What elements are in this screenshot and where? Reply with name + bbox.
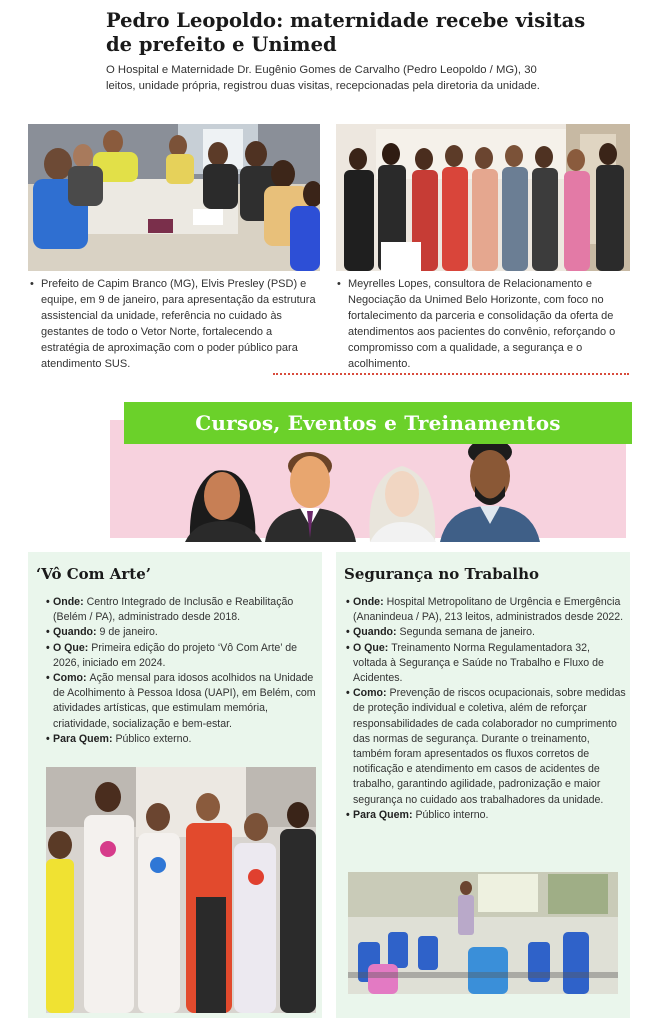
banner-title-bar bbox=[124, 402, 632, 444]
box-left-title: ‘Vô Com Arte’ bbox=[36, 565, 151, 583]
box-seguranca-trabalho bbox=[336, 552, 630, 1018]
list-item: • Onde: Hospital Metropolitano de Urgência e Emergência (Ananindeua / PA), 213 leitos, administrados desde 2022. bbox=[346, 596, 624, 624]
box-vo-com-arte bbox=[28, 552, 322, 1018]
group-photo bbox=[336, 124, 630, 271]
banner-title: Cursos, Eventos e Treinamentos bbox=[195, 411, 561, 435]
caption-meeting-text: Prefeito de Capim Branco (MG), Elvis Presley (PSD) e equipe, em 9 de janeiro, para apresentação da estrutura assistencial da unidade, referência no cuidado às gestantes de todo o Vetor Norte, fortalecendo a estratégia de aproximação com o poder público para atendimento SUS. bbox=[41, 278, 316, 370]
list-item: • Onde: Centro Integrado de Inclusão e Reabilitação (Belém / PA), administrado desde 2018. bbox=[46, 596, 294, 624]
caption-bullet: • bbox=[30, 278, 34, 290]
list-item: • O Que: Treinamento Norma Regulamentadora 32, voltada à Segurança e Saúde no Trabalho e Fluxo de Acidentes. bbox=[346, 641, 604, 685]
vo-com-arte-photo bbox=[46, 767, 316, 1013]
list-item: • O Que: Primeira edição do projeto ‘Vô Com Arte’ de 2026, iniciado em 2024. bbox=[46, 641, 297, 669]
list-item: • Como: Prevenção de riscos ocupacionais, sobre medidas de proteção individual e coletiva, além de reforçar responsabilidades de cada colaborador no cumprimento das normas de segurança. Durante o treinamento, também foram apresentados os fluxos corretos de notificação e atendimento em casos de acidentes de trabalho, garantindo agilidade, padronização e maior segurança no cuidado aos trabalhadores da unidade. bbox=[346, 687, 626, 806]
article-lead: O Hospital e Maternidade Dr. Eugênio Gomes de Carvalho (Pedro Leopoldo / MG), 30 leitos, unidade própria, registrou duas visitas, recepcionadas pela diretoria da unidade. bbox=[106, 64, 540, 92]
list-item: • Como: Ação mensal para idosos acolhidos na Unidade de Acolhimento à Pessoa Idosa (UAPI), em Belém, com atividades artísticas, que estimulam memória, criatividade, socialização e bem-estar. bbox=[46, 672, 316, 730]
list-item: • Para Quem: Público interno. bbox=[346, 808, 489, 821]
caption-meeting bbox=[30, 276, 320, 372]
article-headline: Pedro Leopoldo: maternidade recebe visitas de prefeito e Unimed bbox=[106, 9, 586, 56]
training-photo bbox=[348, 872, 618, 994]
caption-bullet: • bbox=[337, 278, 341, 290]
box-left-items bbox=[46, 595, 318, 747]
caption-group-text: Meyrelles Lopes, consultora de Relacionamento e Negociação da Unimed Belo Horizonte, com foco no fortalecimento da parceria e consolidação da oferta de atendimentos aos pacientes do convênio, reforçando o compromisso com a qualidade, a segurança e o acolhimento. bbox=[348, 278, 616, 370]
list-item: • Quando: 9 de janeiro. bbox=[46, 626, 158, 639]
box-right-title: Segurança no Trabalho bbox=[344, 565, 540, 583]
section-banner bbox=[110, 402, 632, 542]
box-right-items bbox=[346, 595, 626, 823]
list-item: • Para Quem: Público externo. bbox=[46, 732, 192, 745]
dotted-divider bbox=[273, 373, 629, 375]
meeting-photo bbox=[28, 124, 320, 271]
list-item: • Quando: Segunda semana de janeiro. bbox=[346, 626, 535, 639]
caption-group bbox=[337, 276, 629, 372]
